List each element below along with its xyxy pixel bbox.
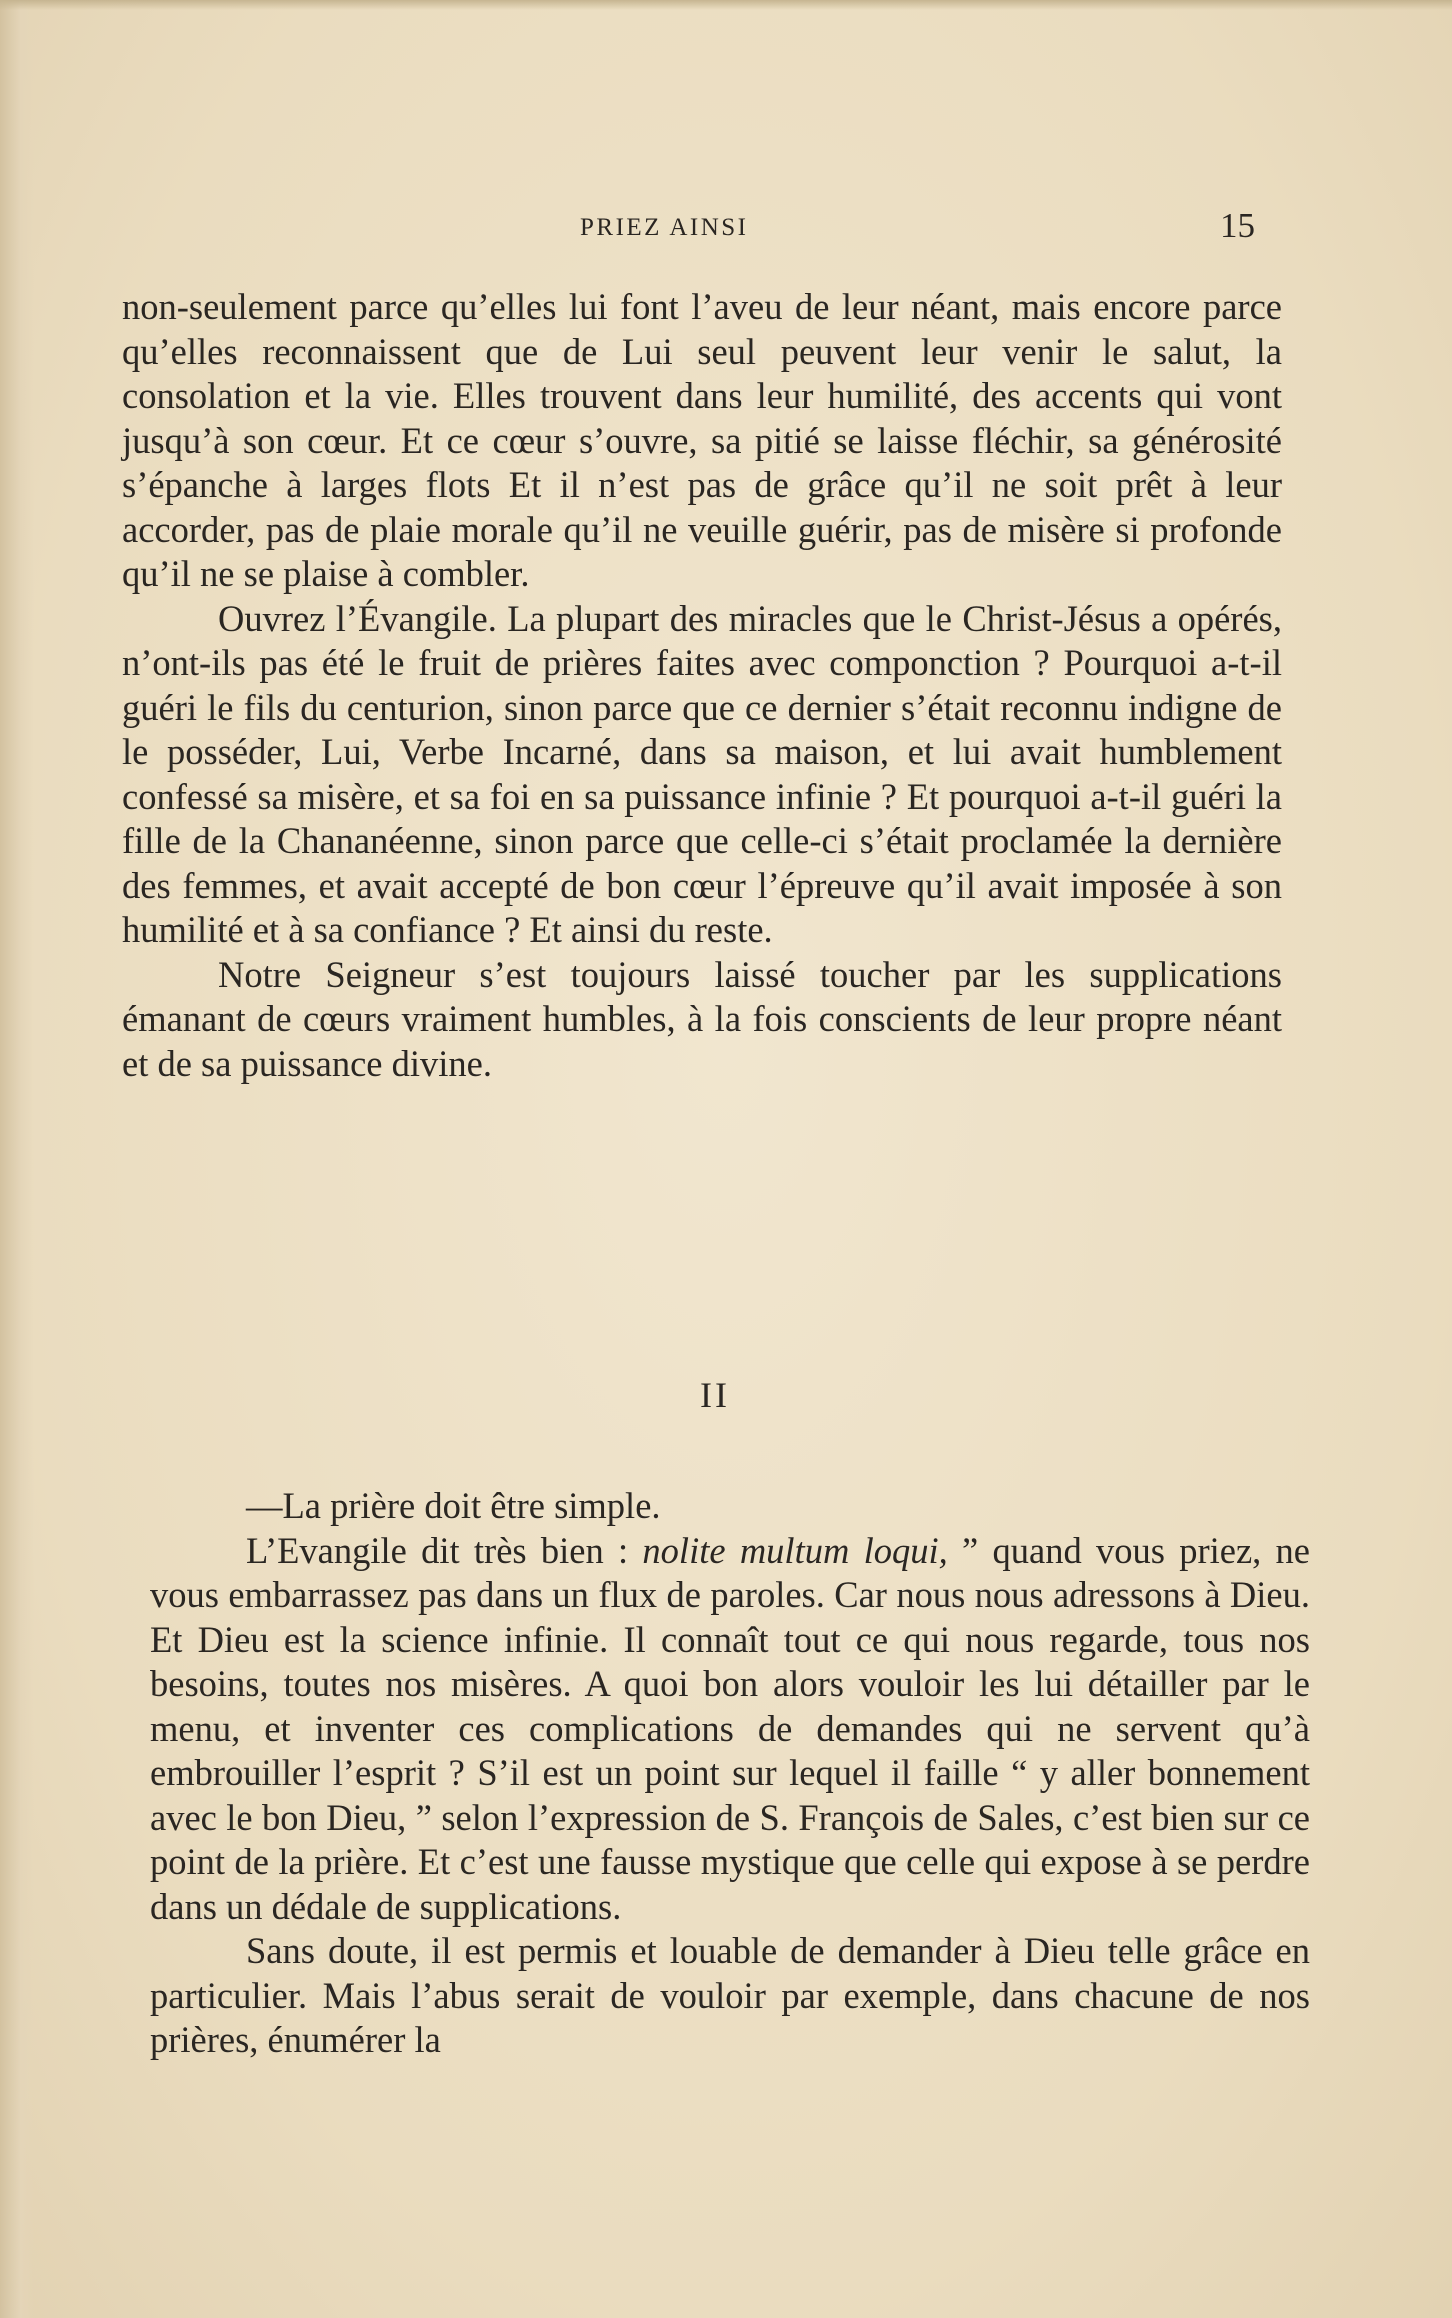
quote-body: ” quand vous priez, ne vous embarrassez pas dans un flux de paroles. Car nous nous adressons à Dieu. Et Dieu est la science infinie. Il connaît tout ce qui nous regarde, tous nos besoins, toutes nos misères. A quoi bon alors vouloir les lui détailler par le menu, et inventer ces complications de demandes qui ne servent qu’à embrouiller l’esprit ? S’il est un point sur lequel il faille “ y aller bonnement avec le bon Dieu, ” selon l’expression de S. François de Sales, c’est bien sur ce point de la prière. Et c’est une fausse mystique que celle qui expose à se perdre dans un dédale de supplications. <box>150 1529 1310 1927</box>
text-block-upper <box>122 285 1282 1086</box>
page-number: 15 <box>1220 206 1255 245</box>
paragraph-gospel-quote <box>150 1529 1310 1930</box>
running-head <box>130 206 1280 246</box>
text-block-lower <box>150 1484 1310 2063</box>
paragraph-particular-grace: Sans doute, il est permis et louable de demander à Dieu telle grâce en particulier. Mais l’abus serait de vouloir par exemple, dans chacune de nos prières, énumérer la <box>150 1930 1310 2060</box>
section-heading: II <box>700 1375 730 1415</box>
quote-intro: L’Evangile dit très bien : <box>246 1529 643 1571</box>
page-top-edge <box>0 0 1452 10</box>
page-binding-shadow <box>0 0 34 2318</box>
latin-quote: nolite multum loqui, <box>642 1529 948 1571</box>
paragraph-continuation: non-seulement parce qu’elles lui font l’aveu de leur néant, mais encore parce qu’elles reconnaissent que de Lui seul peuvent leur venir le salut, la consolation et la vie. Elles trouvent dans leur humilité, des accents qui vont jusqu’à son cœur. Et ce cœur s’ouvre, sa pitié se laisse fléchir, sa générosité s’épanche à larges flots Et il n’est pas de grâce qu’il ne soit prêt à leur accorder, pas de plaie morale qu’il ne veuille guérir, pas de misère si profonde qu’il ne se plaise à combler. <box>122 286 1282 594</box>
paragraph-supplications: Notre Seigneur s’est toujours laissé toucher par les supplications émanant de cœurs vraiment humbles, à la fois conscients de leur propre néant et de sa puissance divine. <box>122 953 1282 1084</box>
running-head-title: PRIEZ AINSI <box>580 214 749 241</box>
paragraph-prayer-simple: —La prière doit être simple. <box>246 1485 661 1526</box>
paragraph-gospel-miracles: Ouvrez l’Évangile. La plupart des miracles que le Christ-Jésus a opérés, n’ont-ils pas été le fruit de prières faites avec componction ? Pourquoi a-t-il guéri le fils du centurion, sinon parce que ce dernier s’était reconnu indigne de le posséder, Lui, Verbe Incarné, dans sa maison, et lui avait humblement confessé sa misère, et sa foi en sa puissance infinie ? Et pourquoi a-t-il guéri la fille de la Chananéenne, sinon parce que celle-ci s’était proclamée la dernière des femmes, et avait accepté de bon cœur l’épreuve qu’il avait imposée à son humilité et à sa confiance ? Et ainsi du reste. <box>122 597 1282 950</box>
